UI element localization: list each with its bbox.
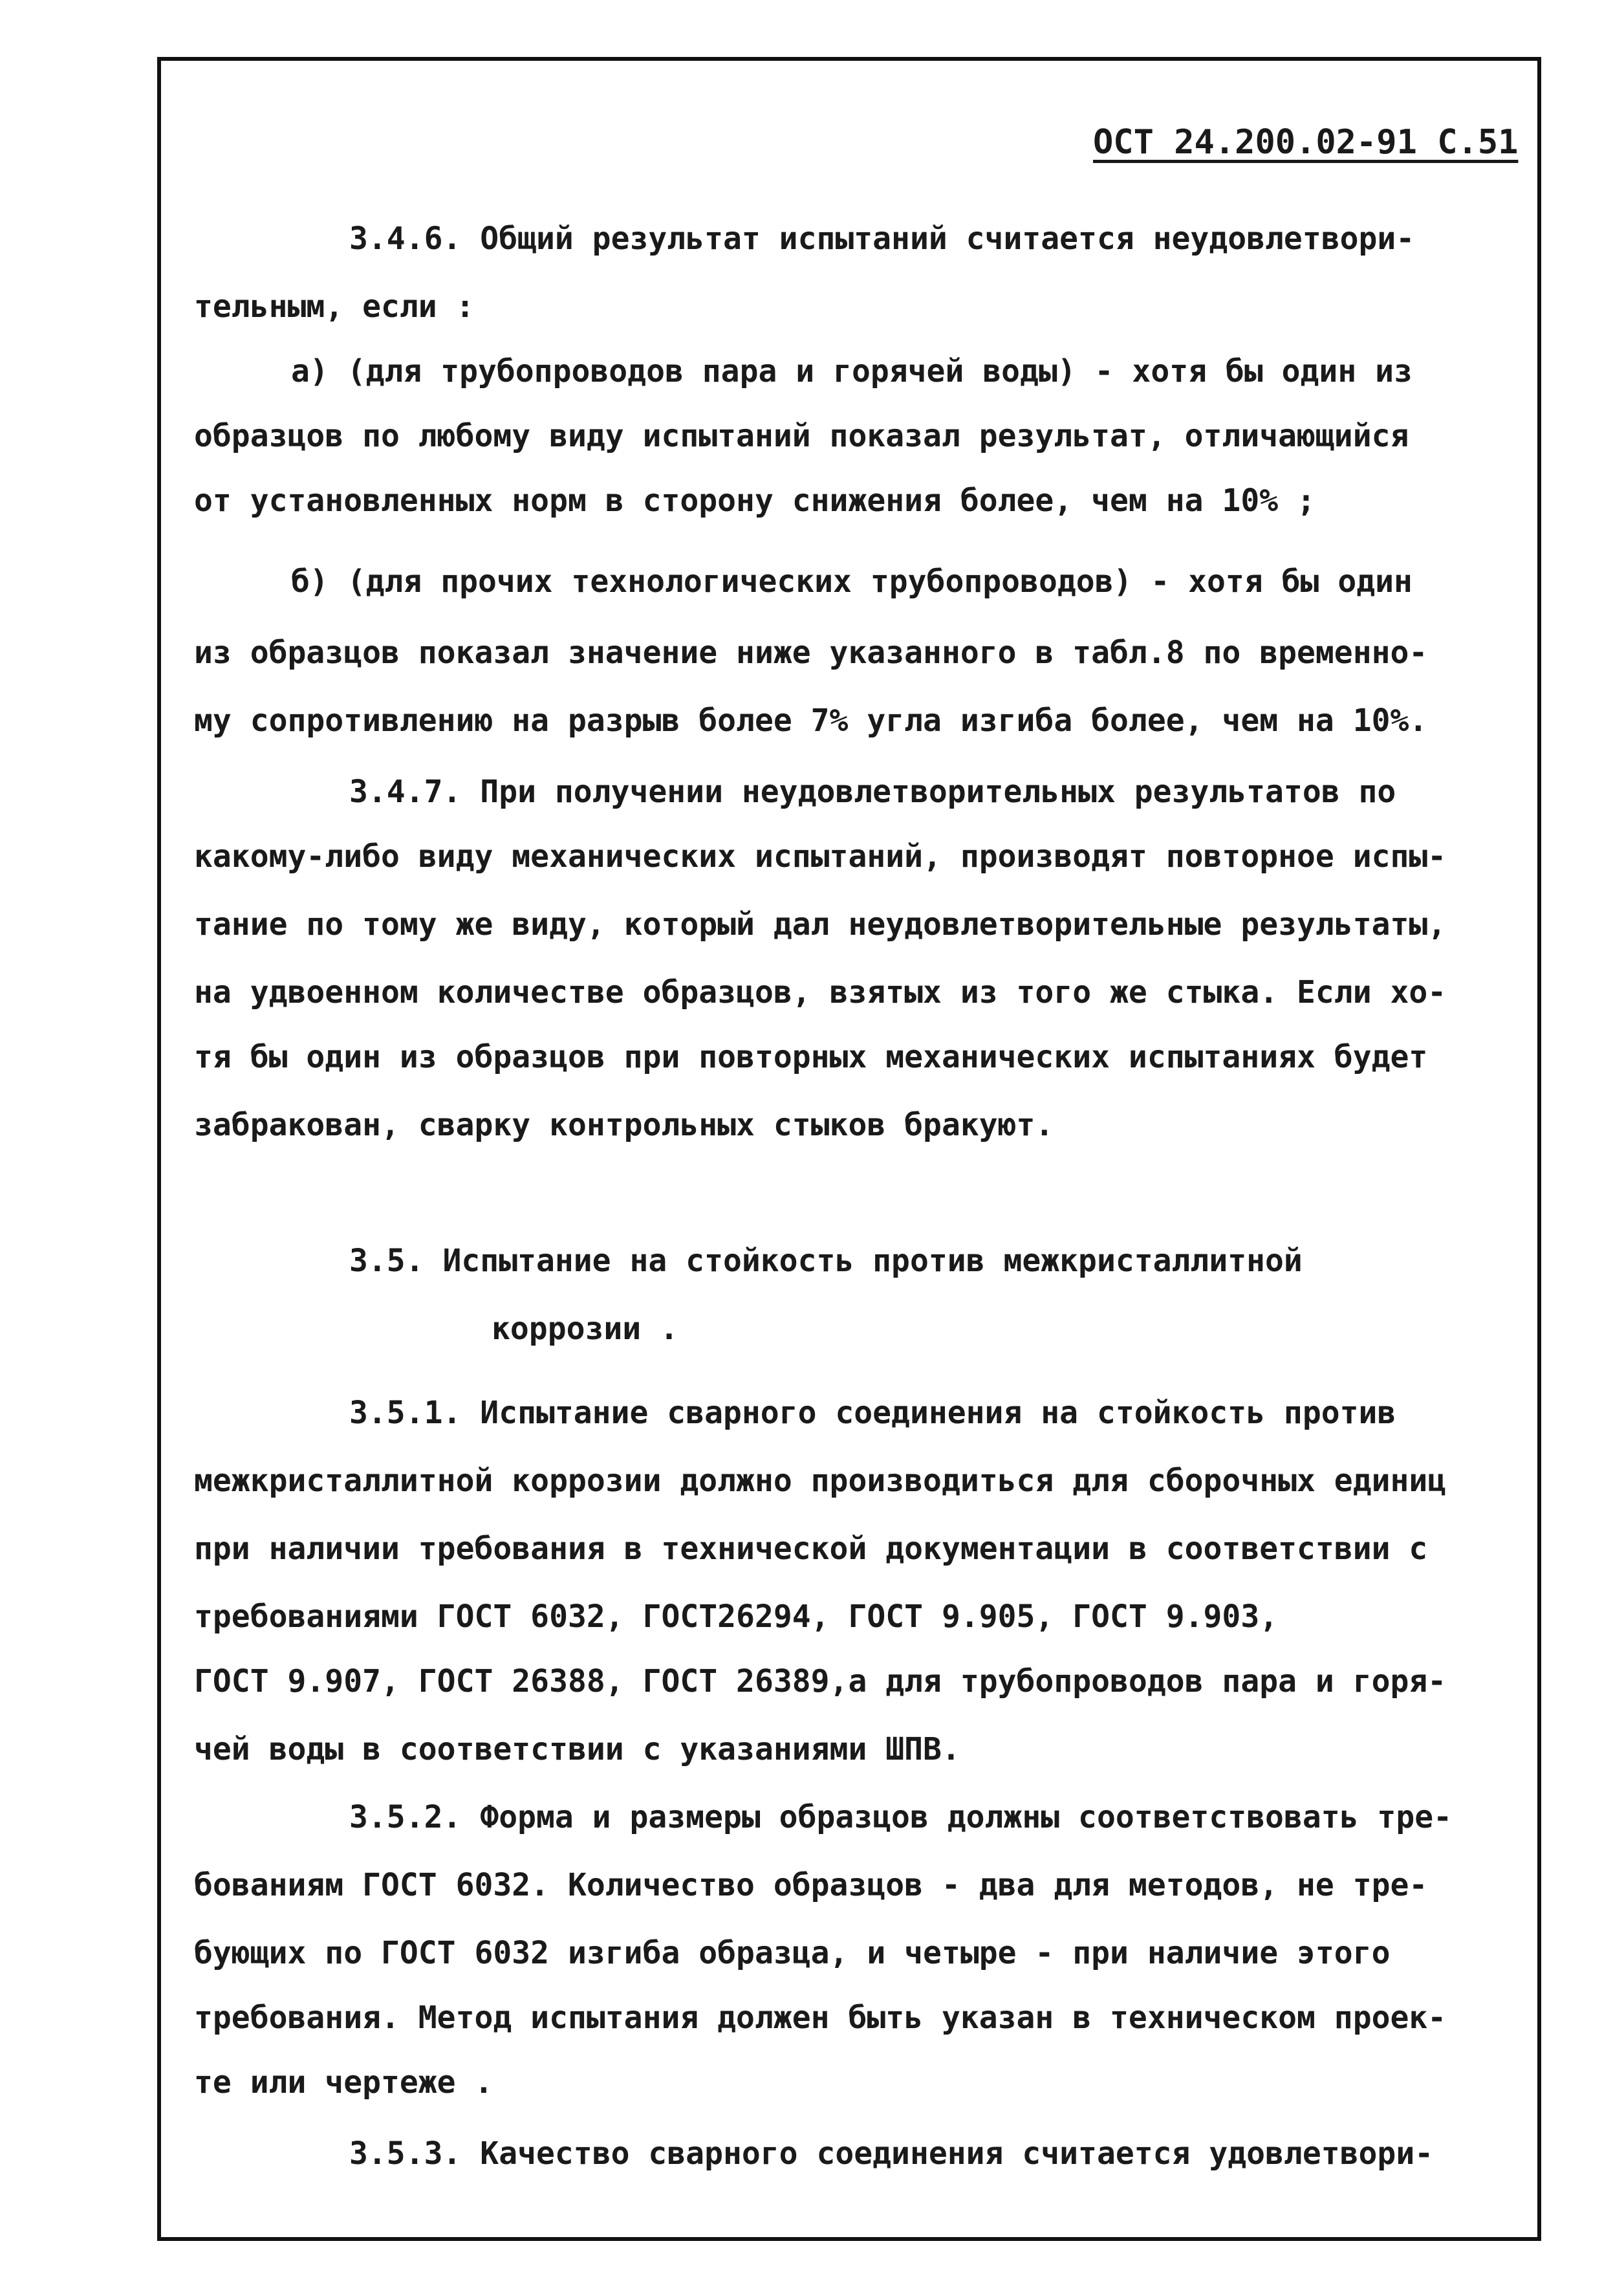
section-heading: коррозии .	[492, 1311, 678, 1347]
text-line: на удвоенном количестве образцов, взятых из того же стыка. Если хо-	[194, 974, 1447, 1010]
text-line: от установленных норм в сторону снижения более, чем на 10% ;	[194, 483, 1315, 519]
text-line: тя бы один из образцов при повторных механических испытаниях будет	[194, 1039, 1428, 1075]
text-line: 3.4.6. Общий результат испытаний считается неудовлетвори-	[349, 221, 1415, 257]
text-line: те или чертеже .	[194, 2064, 493, 2101]
text-line: тание по тому же виду, который дал неудовлетворительные результаты,	[194, 906, 1447, 943]
text-line: бованиям ГОСТ 6032. Количество образцов - два для методов, не тре-	[194, 1867, 1428, 1903]
text-line: требованиями ГОСТ 6032, ГОСТ26294, ГОСТ 9.905, ГОСТ 9.903,	[194, 1599, 1279, 1635]
text-line: требования. Метод испытания должен быть указан в техническом проек-	[194, 2000, 1447, 2036]
text-line: а) (для трубопроводов пара и горячей воды) - хотя бы один из	[291, 353, 1413, 389]
text-line: при наличии требования в технической документации в соответствии с	[194, 1531, 1428, 1567]
text-line: межкристаллитной коррозии должно производиться для сборочных единиц	[194, 1463, 1447, 1499]
text-line: 3.5.2. Форма и размеры образцов должны соответствовать тре-	[349, 1799, 1453, 1835]
page-header: ОСТ 24.200.02-91 С.51	[1093, 123, 1519, 162]
text-line: образцов по любому виду испытаний показал результат, отличающийся	[194, 418, 1409, 454]
text-line: 3.4.7. При получении неудовлетворительных результатов по	[349, 774, 1396, 810]
text-line: бующих по ГОСТ 6032 изгиба образца, и четыре - при наличие этого	[194, 1935, 1391, 1971]
text-line: чей воды в соответствии с указаниями ШПВ.	[194, 1731, 960, 1767]
text-line: забракован, сварку контрольных стыков бракуют.	[194, 1107, 1054, 1143]
text-line: из образцов показал значение ниже указанного в табл.8 по временно-	[194, 635, 1428, 671]
section-heading: 3.5. Испытание на стойкость против межкристаллитной	[349, 1243, 1303, 1279]
text-line: 3.5.3. Качество сварного соединения считается удовлетвори-	[349, 2136, 1434, 2172]
text-line: какому-либо виду механических испытаний, производят повторное испы-	[194, 838, 1447, 875]
text-line: 3.5.1. Испытание сварного соединения на стойкость против	[349, 1395, 1396, 1431]
text-line: ГОСТ 9.907, ГОСТ 26388, ГОСТ 26389,а для трубопроводов пара и горя-	[194, 1663, 1447, 1699]
text-line: тельным, если :	[194, 289, 475, 325]
text-line: му сопротивлению на разрыв более 7% угла изгиба более, чем на 10%.	[194, 703, 1428, 739]
text-line: б) (для прочих технологических трубопроводов) - хотя бы один	[291, 563, 1413, 600]
